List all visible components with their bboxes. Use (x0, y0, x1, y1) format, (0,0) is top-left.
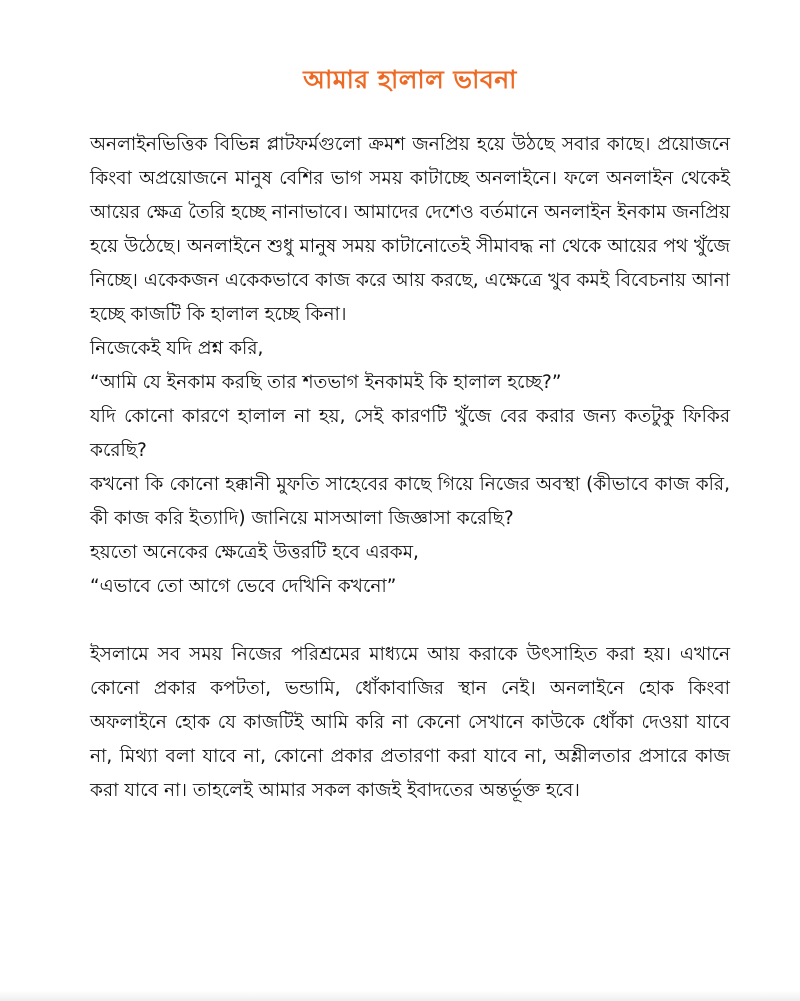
paragraph-spacer (90, 604, 730, 638)
paragraph-intro: অনলাইনভিত্তিক বিভিন্ন প্লাটফর্মগুলো ক্রমশ জনপ্রিয় হয়ে উঠছে সবার কাছে। প্রয়োজনে কিংবা অপ্রয়োজনে মানুষ বেশির ভাগ সময় কাটাচ্ছে অনলাইনে। ফলে অনলাইন থেকেই আয়ের ক্ষেত্র তৈরি হচ্ছে নানাভাবে। আমাদের দেশেও বর্তমানে অনলাইন ইনকাম জনপ্রিয় হয়ে উঠেছে। অনলাইনে শুধু মানুষ সময় কাটানোতেই সীমাবদ্ধ না থেকে আয়ের পথ খুঁজে নিচ্ছে। একেকজন একেকভাবে কাজ করে আয় করছে, এক্ষেত্রে খুব কমই বিবেচনায় আনা হচ্ছে কাজটি কি হালাল হচ্ছে কিনা। (90, 134, 730, 325)
paragraph-answer-lead: হয়তো অনেকের ক্ষেত্রেই উত্তরটি হবে এরকম, (90, 542, 419, 563)
paragraph-islam: ইসলামে সব সময় নিজের পরিশ্রমের মাধ্যমে আয় করাকে উৎসাহিত করা হয়। এখানে কোনো প্রকার কপটতা, ভন্ডামি, ধোঁকাবাজির স্থান নেই। অনলাইনে হোক কিংবা অফলাইনে হোক যে কাজটিই আমি করি না কেনো সেখানে কাউকে ধোঁকা দেওয়া যাবে না, মিথ্যা বলা যাবে না, কোনো প্রকার প্রতারণা করা যাবে না, অশ্লীলতার প্রসারে কাজ করা যাবে না। তাহলেই আমার সকল কাজই ইবাদতের অন্তর্ভূক্ত হবে। (90, 644, 730, 801)
paragraph-quote-answer: “এভাবে তো আগে ভেবে দেখিনি কখনো” (90, 576, 397, 597)
document-body (90, 128, 730, 808)
paragraph-question-lead: নিজেকেই যদি প্রশ্ন করি, (90, 338, 264, 359)
paragraph-quote-income: “আমি যে ইনকাম করছি তার শতভাগ ইনকামই কি হালাল হচ্ছে?” (90, 372, 562, 393)
paragraph-reason: যদি কোনো কারণে হালাল না হয়, সেই কারণটি খুঁজে বের করার জন্য কতটুকু ফিকির করেছি? (90, 406, 730, 461)
paragraph-mufti: কখনো কি কোনো হক্কানী মুফতি সাহেবের কাছে গিয়ে নিজের অবস্থা (কীভাবে কাজ করি, কী কাজ করি ইত্যাদি) জানিয়ে মাসআলা জিজ্ঞাসা করেছি? (90, 474, 730, 529)
bottom-edge-shadow (0, 991, 800, 1001)
page-title: আমার হালাল ভাবনা (303, 65, 517, 94)
